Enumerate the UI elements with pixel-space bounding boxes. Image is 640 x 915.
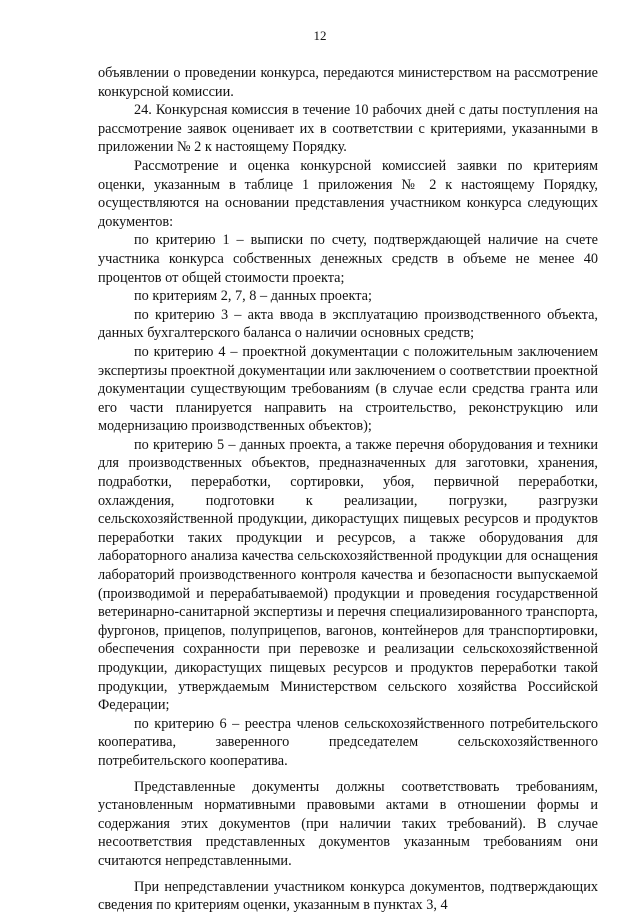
page-number: 12 (313, 28, 327, 43)
paragraph-criterion-5: по критерию 5 – данных проекта, а также перечня оборудования и техники для производственных объектов, предназначенных для заготовки, хранения, подработки, переработки, сортировки, убоя, первичной переработки, охлаждения, подготовки к реализации, погрузки, разгрузки сельскохозяйственной продукции, дикорастущих пищевых ресурсов и продуктов переработки таких продукции и ресурсов, а также оборудования для лабораторного анализа качества сельскохозяйственной продукции для оснащения лабораторий производственного контроля качества и безопасности выпускаемой (производимой и перерабатываемой) продукции и проведения государственной ветеринарно-санитарной экспертизы и перечня специализированного транспорта, фургонов, прицепов, полуприцепов, вагонов, контейнеров для транспортировки, обеспечения сохранности при перевозке и реализации сельскохозяйственной продукции, дикорастущих пищевых ресурсов и продуктов переработки такой продукции, утверждаемым Министерством сельского хозяйства Российской Федерации; (98, 436, 598, 714)
paragraph-review-intro: Рассмотрение и оценка конкурсной комиссией заявки по критериям оценки, указанным в таблице 1 приложения № 2 к настоящему Порядку, осуществляются на основании представления участником конкурса следующих документов: (98, 157, 598, 230)
paragraph-criteria-2-7-8: по критериям 2, 7, 8 – данных проекта; (134, 288, 372, 305)
paragraph-criterion-6: по критерию 6 – реестра членов сельскохозяйственного потребительского кооператива, заверенного председателем сельскохозяйственного потребительского кооператива. (98, 715, 598, 769)
paragraph-criterion-3: по критерию 3 – акта ввода в эксплуатацию производственного объекта, данных бухгалтерского баланса о наличии основных средств; (98, 306, 598, 342)
paragraph-continuation: объявлении о проведении конкурса, передаются министерством на рассмотрение конкурсной комиссии. (98, 65, 598, 100)
paragraph-item-24: 24. Конкурсная комиссия в течение 10 рабочих дней с даты поступления на рассмотрение заявок оценивает их в соответствии с критериями, указанными в приложении № 2 к настоящему Порядку. (98, 102, 598, 156)
paragraph-criterion-4: по критерию 4 – проектной документации с положительным заключением экспертизы проектной документации или заключением о соответствии проектной документации существующим требованиям (в случае если средства гранта или его части планируется направить на строительство, реконструкцию или модернизацию производственных объектов); (98, 343, 598, 435)
paragraph-criterion-1: по критерию 1 – выписки по счету, подтверждающей наличие на счете участника конкурса собственных денежных средств в объеме не менее 40 процентов от общей стоимости проекта; (98, 232, 598, 286)
document-body (98, 64, 598, 915)
paragraph-document-requirements: Представленные документы должны соответствовать требованиям, установленным нормативными правовыми актами в отношении формы и содержания этих документов (при наличии таких требований). В случае несоответствия представленных документов указанным требованиям они считаются непредставленными. (98, 778, 598, 869)
paragraph-non-submission: При непредставлении участником конкурса документов, подтверждающих сведения по критериям оценки, указанным в пунктах 3, 4 (98, 878, 598, 914)
